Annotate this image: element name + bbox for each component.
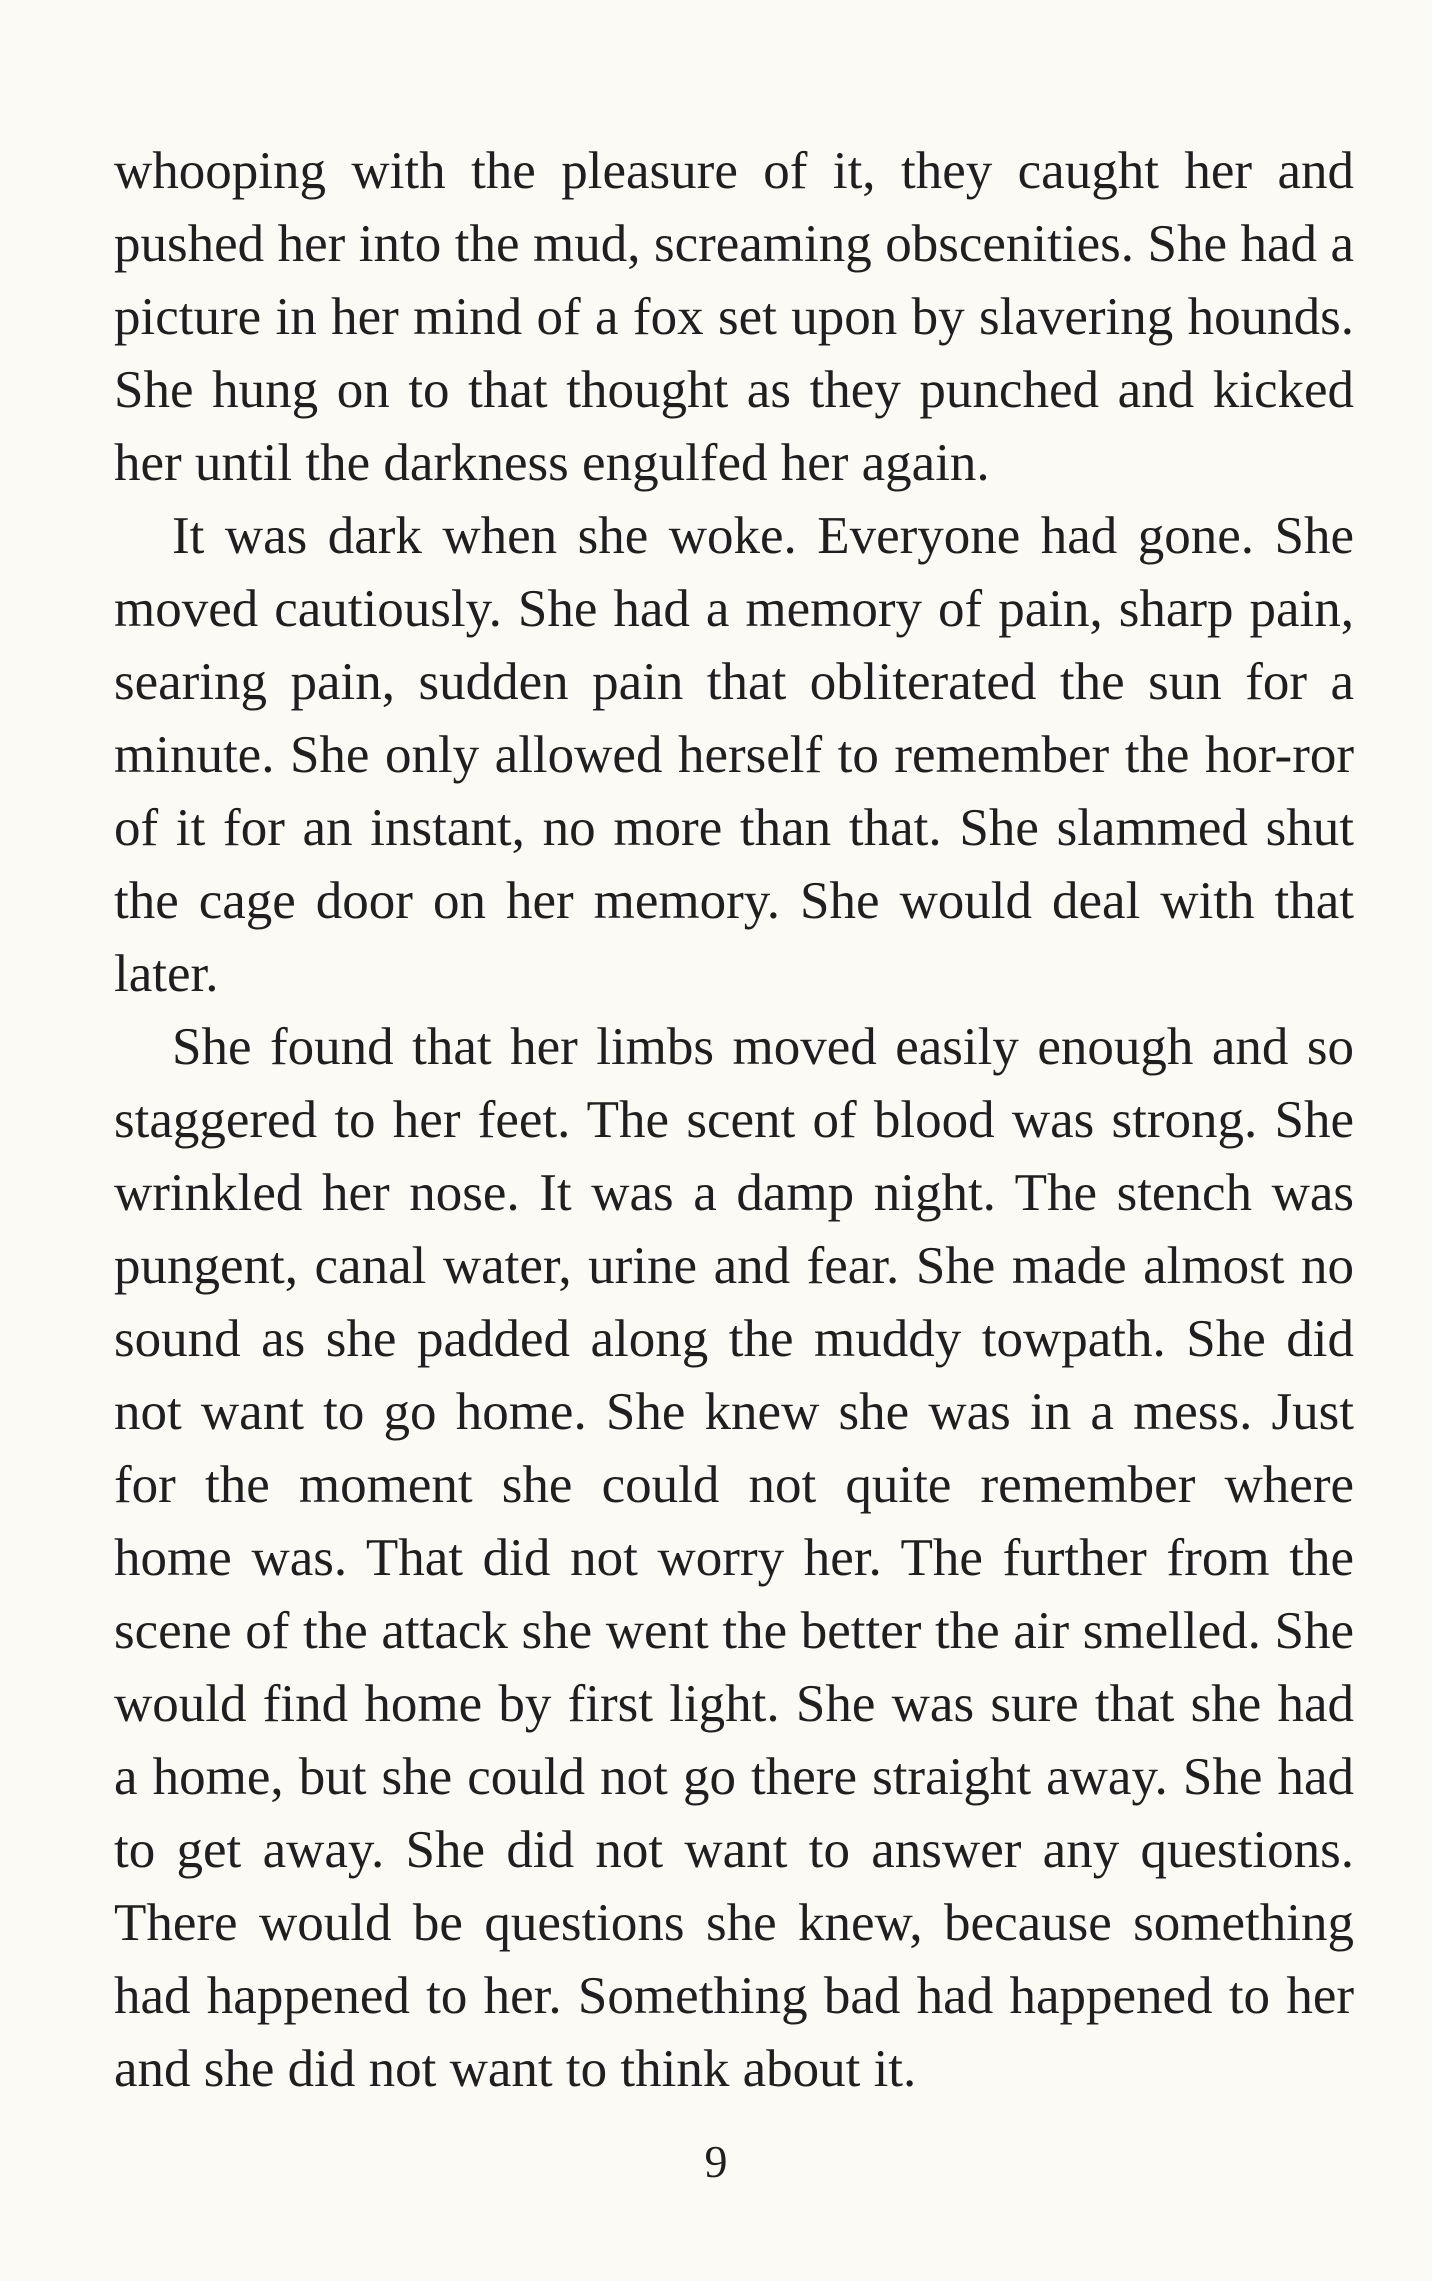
paragraph-2: It was dark when she woke. Everyone had gone. She moved cautiously. She had a memory of pain, sharp pain, searing pain, sudden pain that obliterated the sun for a minute. She only allowed herself to remember the hor-ror of it for an instant, no more than that. She slammed shut the cage door on her memory. She would deal with that later.: [114, 507, 1354, 1003]
paragraph-3: She found that her limbs moved easily enough and so staggered to her feet. The scent of blood was strong. She wrinkled her nose. It was a damp night. The stench was pungent, canal water, urine and fear. She made almost no sound as she padded along the muddy towpath. She did not want to go home. She knew she was in a mess. Just for the moment she could not quite remember where home was. That did not worry her. The further from the scene of the attack she went the better the air smelled. She would find home by first light. She was sure that she had a home, but she could not go there straight away. She had to get away. She did not want to answer any questions. There would be questions she knew, because something had happened to her. Something bad had happened to her and she did not want to think about it.: [114, 1018, 1354, 2098]
body-text: [114, 135, 1354, 2106]
page-number: 9: [704, 2136, 728, 2187]
paragraph-1: whooping with the pleasure of it, they caught her and pushed her into the mud, screaming obscenities. She had a picture in her mind of a fox set upon by slavering hounds. She hung on to that thought as they punched and kicked her until the darkness engulfed her again.: [114, 142, 1354, 492]
